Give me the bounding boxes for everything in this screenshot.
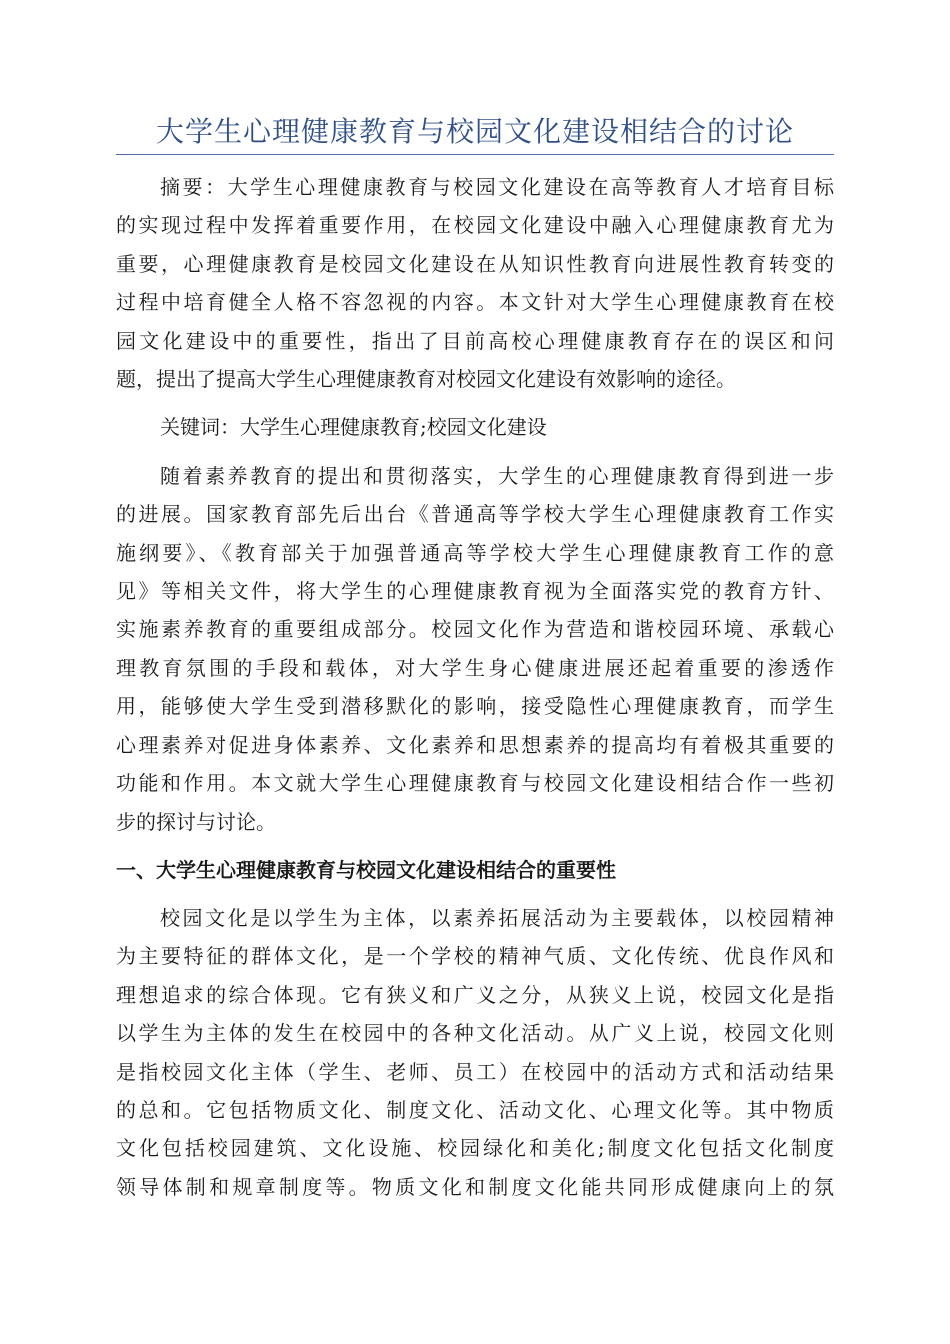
- keywords-line: 关键词：大学生心理健康教育;校园文化建设: [160, 415, 547, 440]
- intro-line: 实施素养教育的重要组成部分。校园文化作为营造和谐校园环境、承载心: [116, 617, 834, 642]
- section-line: 领导体制和规章制度等。物质文化和制度文化能共同形成健康向上的氛: [116, 1174, 834, 1199]
- intro-paragraph: [116, 457, 834, 841]
- abstract-line: 摘要：大学生心理健康教育与校园文化建设在高等教育人才培育目标: [160, 175, 834, 199]
- keywords-paragraph: [116, 408, 834, 446]
- intro-line: 理教育氛围的手段和载体，对大学生身心健康进展还起着重要的渗透作: [116, 655, 834, 680]
- title-underline: [116, 154, 834, 155]
- section-heading: 一、大学生心理健康教育与校园文化建设相结合的重要性: [116, 857, 616, 882]
- intro-line: 见》等相关文件，将大学生的心理健康教育视为全面落实党的教育方针、: [116, 579, 834, 604]
- intro-line: 用，能够使大学生受到潜移默化的影响，接受隐性心理健康教育，而学生: [116, 694, 834, 719]
- document-title: 大学生心理健康教育与校园文化建设相结合的讨论: [155, 115, 794, 148]
- abstract-line: 过程中培育健全人格不容忽视的内容。本文针对大学生心理健康教育在校: [116, 290, 834, 315]
- intro-line: 功能和作用。本文就大学生心理健康教育与校园文化建设相结合作一些初: [116, 771, 834, 796]
- abstract-line: 重要，心理健康教育是校园文化建设在从知识性教育向进展性教育转变的: [116, 251, 834, 276]
- section-line: 的总和。它包括物质文化、制度文化、活动文化、心理文化等。其中物质: [116, 1097, 834, 1122]
- section-line: 理想追求的综合体现。它有狭义和广义之分，从狭义上说，校园文化是指: [116, 982, 834, 1007]
- intro-line: 心理素养对促进身体素养、文化素养和思想素养的提高均有着极其重要的: [116, 732, 834, 757]
- abstract-line: 题，提出了提高大学生心理健康教育对校园文化建设有效影响的途径。: [116, 367, 736, 392]
- section-line: 是指校园文化主体（学生、老师、员工）在校园中的活动方式和活动结果: [116, 1059, 834, 1084]
- intro-line: 随着素养教育的提出和贯彻落实，大学生的心理健康教育得到进一步: [160, 463, 834, 488]
- intro-line: 步的探讨与讨论。: [116, 809, 276, 834]
- section-paragraph: [116, 899, 834, 1206]
- section-line: 以学生为主体的发生在校园中的各种文化活动。从广义上说，校园文化则: [116, 1021, 834, 1046]
- abstract-line: 园文化建设中的重要性，指出了目前高校心理健康教育存在的误区和问: [116, 328, 834, 353]
- abstract-paragraph: [116, 168, 834, 398]
- intro-line: 的进展。国家教育部先后出台《普通高等学校大学生心理健康教育工作实: [116, 502, 834, 527]
- abstract-line: 的实现过程中发挥着重要作用，在校园文化建设中融入心理健康教育尤为: [116, 213, 834, 238]
- section-line: 校园文化是以学生为主体，以素养拓展活动为主要载体，以校园精神: [160, 905, 834, 930]
- intro-line: 施纲要》、《教育部关于加强普通高等学校大学生心理健康教育工作的意: [116, 540, 834, 565]
- section-line: 为主要特征的群体文化，是一个学校的精神气质、文化传统、优良作风和: [116, 944, 834, 969]
- section-line: 文化包括校园建筑、文化设施、校园绿化和美化;制度文化包括文化制度: [116, 1136, 834, 1161]
- document-body: [116, 168, 834, 1206]
